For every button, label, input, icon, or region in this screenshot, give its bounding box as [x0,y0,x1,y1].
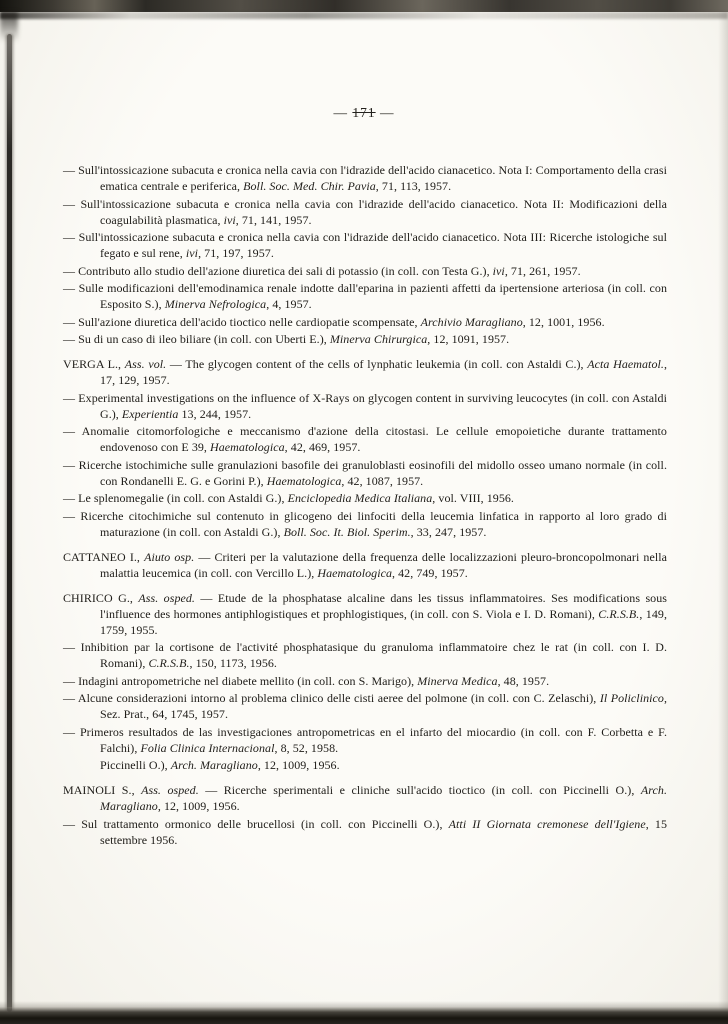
bibliography-entry [63,423,667,455]
page-number-left-dash: — [333,105,348,120]
entry-text: — Primeros resultados de las investigaciones antropometricas en el infarto del miocardio (in coll. con F. Corbetta e F. Falchi), [63,724,667,755]
entry-text: — Su di un caso di ileo biliare (in coll. con Uberti E.), [63,332,330,346]
bibliography-entry [63,314,667,330]
entry-text: VERGA L., [63,357,125,371]
entry-italic-title: Haematologica [317,565,393,580]
entry-text: — Alcune considerazioni intorno al problema clinico delle cisti aeree del polmone (in coll. con C. Zelaschi), [63,691,600,705]
entry-italic-title: Minerva Medica [417,673,498,688]
entry-text: , 12, 1001, 1956. [522,314,605,329]
bibliography-entry [63,162,667,194]
entry-text: — Etude de la phosphatase alcaline dans les tissus inflammatoires. Ses modifications sous l'influence des hormones antiphlogistiques et prophlogistiques, (in coll. con S. Viola e I. D. Romani), [100,590,668,621]
page-number [0,105,728,121]
entry-text: , 4, 1957. [266,297,312,311]
entry-italic-title: Folia Clinica Internacional [140,740,275,755]
entry-text: — Sull'intossicazione subacuta e cronica nella cavia con l'idrazide dell'acido cianacetico. Nota III: Ricerche istologiche sul fegato e sul rene, [63,230,667,260]
entry-italic-title: Ass. osped. [141,783,199,797]
entry-italic-title: Il Policlinico [599,691,664,705]
entry-text: — Ricerche istochimiche sulle granulazioni basofile dei granuloblasti eosinofili del midollo osseo umano normale (in coll. con Rondanelli E. G. e Gorini P.), [63,457,667,488]
entry-italic-title: Haematologica [266,473,342,488]
bibliography-entry [63,549,667,581]
entry-italic-title: Boll. Soc. It. Biol. Sperim. [283,524,411,539]
entry-italic-title: Aiuto osp. [144,549,195,564]
entry-text: CATTANEO I., [63,549,145,564]
entry-italic-title: Arch. Maragliano [100,783,668,813]
bibliography-entry [63,490,667,506]
entry-text: , vol. VIII, 1956. [432,491,514,505]
bibliography-entry [63,331,667,347]
entry-text: — The glycogen content of the cells of lynphatic leukemia (in coll. con Astaldi C.), [166,357,588,371]
bibliography-entry [63,757,667,773]
entry-text: 13, 244, 1957. [178,406,252,421]
entry-italic-title: C.R.S.B. [598,606,640,621]
entry-text: , 12, 1009, 1956. [257,758,340,772]
entry-text: , 71, 261, 1957. [504,263,581,278]
entry-text: , 71, 141, 1957. [235,212,312,227]
entry-text: , 12, 1091, 1957. [427,332,510,346]
entry-italic-title: Arch. Maragliano [170,758,258,772]
entry-text: , 71, 197, 1957. [198,246,274,260]
entry-text: — Le splenomegalie (in coll. con Astaldi G.), [63,491,288,505]
entry-text: — Contributo allo studio dell'azione diuretica dei sali di potassio (in coll. con Testa G.), [63,263,493,278]
entry-text: , 42, 749, 1957. [392,565,468,580]
entry-text: , 42, 469, 1957. [284,440,361,454]
entry-italic-title: Enciclopedia Medica Italiana [287,491,433,505]
entry-italic-title: Haematologica [210,440,285,454]
entry-text: — Sull'intossicazione subacuta e cronica nella cavia con l'idrazide dell'acido cianacetico. Nota II: Modificazioni della coagulabilità plasmatica, [63,196,667,227]
entry-text: , Sez. Prat., 64, 1745, 1957. [100,691,667,721]
entry-text: — Sull'azione diuretica dell'acido tioctico nelle cardiopatie scompensate, [63,314,421,329]
entry-text: — Inhibition par la cortisone de l'activité phosphatasique du granuloma inflammatoire chez le rat (in coll. con I. D. Romani), [63,640,667,670]
bibliography-entry [63,508,667,540]
entry-text: , 15 settembre 1956. [100,816,667,847]
entry-text: , 71, 113, 1957. [375,179,452,193]
entry-italic-title: ivi [185,246,199,260]
entry-text: , 17, 129, 1957. [100,357,667,387]
bibliography-entry [63,263,667,279]
bibliography-entry [63,356,667,388]
entry-italic-title: Minerva Chirurgica [329,332,428,346]
entry-text: MAINOLI S., [63,783,142,797]
scan-artifact-right-edge-shade [718,0,728,1024]
page-number-value: 171 [352,105,376,120]
entry-text: CHIRICO G., [63,590,139,605]
entry-text: , 33, 247, 1957. [410,524,487,539]
entry-text: , 12, 1009, 1956. [157,799,240,813]
entry-text: — Ricerche citochimiche sul contenuto in glicogeno dei linfociti della leucemia linfatica in rapporto al loro grado di maturazione (in coll. con Astaldi G.), [63,508,667,539]
bibliography-entry [63,390,667,422]
entry-italic-title: Acta Haematol. [587,357,664,371]
bibliography-entry [63,639,667,671]
bibliography-entry [63,196,667,228]
bibliography-entry [63,782,667,814]
scan-artifact-bottom-edge [0,1007,728,1024]
entry-italic-title: ivi [492,263,505,278]
entry-text: — Indagini antropometriche nel diabete mellito (in coll. con S. Marigo), [63,673,418,688]
page-number-right-dash: — [380,105,395,120]
entry-text: , 149, 1759, 1955. [100,606,667,637]
entry-italic-title: Experientia [121,406,179,421]
entry-italic-title: C.R.S.B. [148,656,190,670]
bibliography-entry [63,229,667,261]
bibliography-entry [63,673,667,689]
scan-artifact-left-binding-line [7,34,12,1012]
entry-text: — Sull'intossicazione subacuta e cronica nella cavia con l'idrazide dell'acido cianacetico. Nota I: Comportamento della crasi ematica centrale e periferica, [63,163,667,193]
bibliography-entry [63,590,667,638]
entry-text: — Ricerche sperimentali e cliniche sull'acido tioctico (in coll. con Piccinelli O.), [198,783,641,797]
bibliography-entry [63,690,667,722]
entry-italic-title: Atti II Giornata cremonese dell'Igiene [448,816,646,831]
entry-text: — Sulle modificazioni dell'emodinamica renale indotte dall'eparina in pazienti affetti da ipertensione arteriosa (in coll. con Esposito S.), [63,281,667,311]
bibliography-entry [63,457,667,489]
entry-text: — Sul trattamento ormonico delle brucellosi (in coll. con Piccinelli O.), [63,816,449,831]
entry-text: — Anomalie citomorfologiche e meccanismo d'azione della citostasi. Le cellule emopoietiche durante trattamento endovenoso con E 39, [63,424,667,454]
bibliography-entry [63,280,667,312]
scan-artifact-top-edge [0,0,728,12]
entry-text: , 8, 52, 1958. [274,740,339,755]
entry-text: — Criteri per la valutazione della frequenza delle localizzazioni pleuro-broncopolmonari nella malattia leucemica (in coll. con Vercillo L.), [100,549,668,580]
entry-italic-title: Ass. vol. [124,357,167,371]
bibliography [63,162,667,849]
entry-text: Piccinelli O.), [100,758,171,772]
entry-text: , 48, 1957. [497,673,550,688]
entry-text: — Experimental investigations on the influence of X-Rays on glycogen content in surviving leucocytes (in coll. con Astaldi G.), [63,390,667,421]
entry-text: , 150, 1173, 1956. [189,656,277,670]
entry-italic-title: Archivio Maragliano [420,314,523,329]
bibliography-entry [63,724,667,756]
entry-italic-title: Minerva Nefrologica [164,297,267,311]
entry-text: , 42, 1087, 1957. [341,473,424,488]
bibliography-entry [63,816,667,848]
entry-italic-title: ivi [223,212,236,227]
entry-italic-title: Boll. Soc. Med. Chir. Pavia [243,179,376,193]
entry-italic-title: Ass. osped. [138,590,195,605]
